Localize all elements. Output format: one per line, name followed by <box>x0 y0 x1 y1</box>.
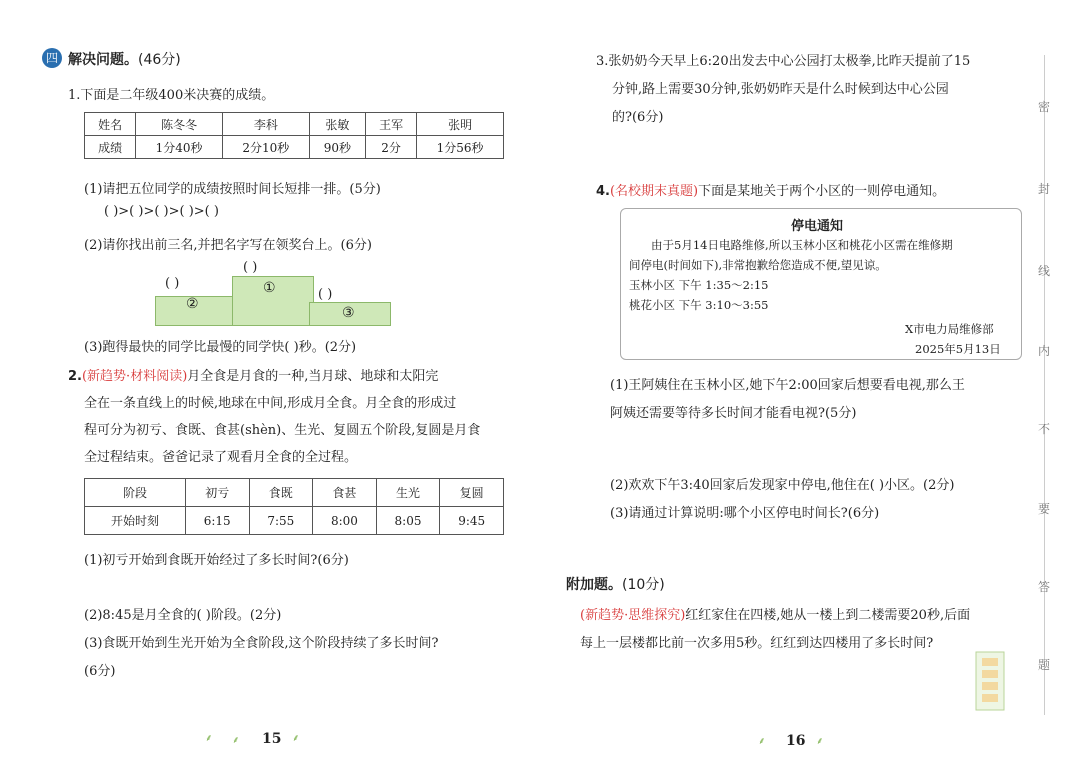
q4-text: 下面是某地关于两个小区的一则停电通知。 <box>698 184 946 199</box>
section-title-text: 解决问题。 <box>68 52 138 68</box>
bonus-line1 <box>580 604 970 623</box>
q2-part3a: (3)食既开始到生光开始为全食阶段,这个阶段持续了多长时间? <box>84 636 439 651</box>
q4-stem <box>596 180 945 199</box>
q2-tag: (新趋势·材料阅读) <box>81 369 188 384</box>
notice-line1: 由于5月14日电路维修,所以玉林小区和桃花小区需在维修期 <box>651 238 953 252</box>
bonus-tag: (新趋势·思维探究) <box>580 608 686 623</box>
margin-char: 题 <box>1038 658 1051 672</box>
table-row <box>85 479 504 507</box>
table-cell: 2分10秒 <box>222 136 309 159</box>
q2-part1: (1)初亏开始到食既开始经过了多长时间?(6分) <box>84 553 349 568</box>
notice-title: 停电通知 <box>791 219 844 234</box>
q4-number: 4. <box>596 184 610 199</box>
notice-taohua-time: 桃花小区 下午 3:10～3:55 <box>629 298 769 312</box>
q1-part1: (1)请把五位同学的成绩按照时间长短排一排。(5分) <box>84 182 381 197</box>
q2-text4: 全过程结束。爸爸记录了观看月全食的全过程。 <box>84 450 358 465</box>
seal-line <box>1044 55 1045 715</box>
q1-part3: (3)跑得最快的同学比最慢的同学快( )秒。(2分) <box>84 340 357 355</box>
sprout-icon: ⸙ <box>816 736 824 747</box>
table-row <box>85 113 504 136</box>
table-cell: 成绩 <box>85 136 136 159</box>
table-cell: 复圆 <box>440 479 504 507</box>
podium-blank-first[interactable]: ( ) <box>243 260 258 275</box>
margin-char: 要 <box>1038 502 1051 516</box>
margin-char: 内 <box>1038 344 1051 358</box>
margin-char: 密 <box>1038 100 1051 114</box>
podium-label-third: ③ <box>342 305 355 321</box>
q3-line2: 分钟,路上需要30分钟,张奶奶昨天是什么时候到达中心公园 <box>612 82 949 97</box>
table-cell: 1分56秒 <box>417 136 504 159</box>
margin-char: 不 <box>1038 422 1051 436</box>
page-number-left: 15 <box>262 731 282 747</box>
q2-text3: 程可分为初亏、食既、食甚(shèn)、生光、复圆五个阶段,复圆是月食 <box>84 423 481 438</box>
podium-label-first: ① <box>263 280 276 296</box>
q4-part2: (2)欢欢下午3:40回家后发现家中停电,他住在( )小区。(2分) <box>610 478 955 493</box>
table-cell: 开始时刻 <box>85 507 186 535</box>
q1-part2: (2)请你找出前三名,并把名字写在领奖台上。(6分) <box>84 238 372 253</box>
q3-line3: 的?(6分) <box>612 110 664 125</box>
section-title <box>68 49 181 69</box>
section-number-badge: 四 <box>42 48 62 68</box>
table-cell: 8:00 <box>313 507 377 535</box>
floor-shape <box>982 694 998 702</box>
q2-number: 2. <box>68 369 82 384</box>
podium-blank-second[interactable]: ( ) <box>165 276 180 291</box>
sprout-icon: ⸙ <box>758 736 766 747</box>
table-cell: 2分 <box>365 136 416 159</box>
notice-signature: X市电力局维修部 <box>905 322 994 336</box>
q4-part3: (3)请通过计算说明:哪个小区停电时间长?(6分) <box>610 506 880 521</box>
notice-line2: 间停电(时间如下),非常抱歉给您造成不便,望见谅。 <box>629 258 887 272</box>
q2-part2: (2)8:45是月全食的( )阶段。(2分) <box>84 608 282 623</box>
sprout-icon: ⸙ <box>232 735 240 746</box>
table-cell: 食既 <box>249 479 313 507</box>
table-cell: 李科 <box>222 113 309 136</box>
table-cell: 1分40秒 <box>136 136 223 159</box>
table-cell: 初亏 <box>185 479 249 507</box>
bonus-line2: 每上一层楼都比前一次多用5秒。红红到达四楼用了多长时间? <box>580 636 934 651</box>
table-cell: 7:55 <box>249 507 313 535</box>
table-cell: 生光 <box>376 479 440 507</box>
table-cell: 8:05 <box>376 507 440 535</box>
margin-char: 封 <box>1038 182 1051 196</box>
bonus-score: (10分) <box>622 577 665 593</box>
q4-part1b: 阿姨还需要等待多长时间才能看电视?(5分) <box>610 406 857 421</box>
power-outage-notice <box>620 208 1022 360</box>
bonus-text1: 红红家住在四楼,她从一楼上到二楼需要20秒,后面 <box>685 608 971 623</box>
notice-yulin-time: 玉林小区 下午 1:35～2:15 <box>629 278 769 292</box>
q4-part1a: (1)王阿姨住在玉林小区,她下午2:00回家后想要看电视,那么王 <box>610 378 965 393</box>
table-cell: 姓名 <box>85 113 136 136</box>
podium-blank-third[interactable]: ( ) <box>318 287 333 302</box>
table-cell: 王军 <box>365 113 416 136</box>
q1-score-table <box>84 112 504 159</box>
floor-shape <box>982 658 998 666</box>
q1-stem: 1.下面是二年级400米决赛的成绩。 <box>68 88 275 103</box>
q2-part3b: (6分) <box>84 664 116 679</box>
table-cell: 食甚 <box>313 479 377 507</box>
bonus-title-text: 附加题。 <box>566 577 622 593</box>
table-cell: 90秒 <box>309 136 365 159</box>
margin-char: 答 <box>1038 580 1051 594</box>
stairs-illustration <box>970 650 1015 715</box>
bonus-title <box>566 574 665 594</box>
sprout-icon: ⸙ <box>205 733 213 744</box>
table-cell: 陈冬冬 <box>136 113 223 136</box>
q2-text2: 全在一条直线上的时候,地球在中间,形成月全食。月全食的形成过 <box>84 396 457 411</box>
margin-char: 线 <box>1038 264 1051 278</box>
table-cell: 6:15 <box>185 507 249 535</box>
section-score: (46分) <box>138 52 181 68</box>
table-cell: 张敏 <box>309 113 365 136</box>
q2-eclipse-table <box>84 478 504 535</box>
sprout-icon: ⸙ <box>292 733 300 744</box>
q1-part1-blanks[interactable]: ( )>( )>( )>( )>( ) <box>104 204 219 219</box>
podium-label-second: ② <box>186 296 199 312</box>
table-cell: 9:45 <box>440 507 504 535</box>
q2-text1: 月全食是月食的一种,当月球、地球和太阳完 <box>187 369 439 384</box>
notice-date: 2025年5月13日 <box>915 342 1001 356</box>
q2-line1 <box>68 365 438 384</box>
table-row <box>85 507 504 535</box>
q3-line1: 3.张奶奶今天早上6:20出发去中心公园打太极拳,比昨天提前了15 <box>596 54 971 69</box>
floor-shape <box>982 682 998 690</box>
table-row <box>85 136 504 159</box>
page-number-right: 16 <box>786 733 806 749</box>
table-cell: 张明 <box>417 113 504 136</box>
table-cell: 阶段 <box>85 479 186 507</box>
floor-shape <box>982 670 998 678</box>
q4-tag: (名校期末真题) <box>609 184 699 199</box>
